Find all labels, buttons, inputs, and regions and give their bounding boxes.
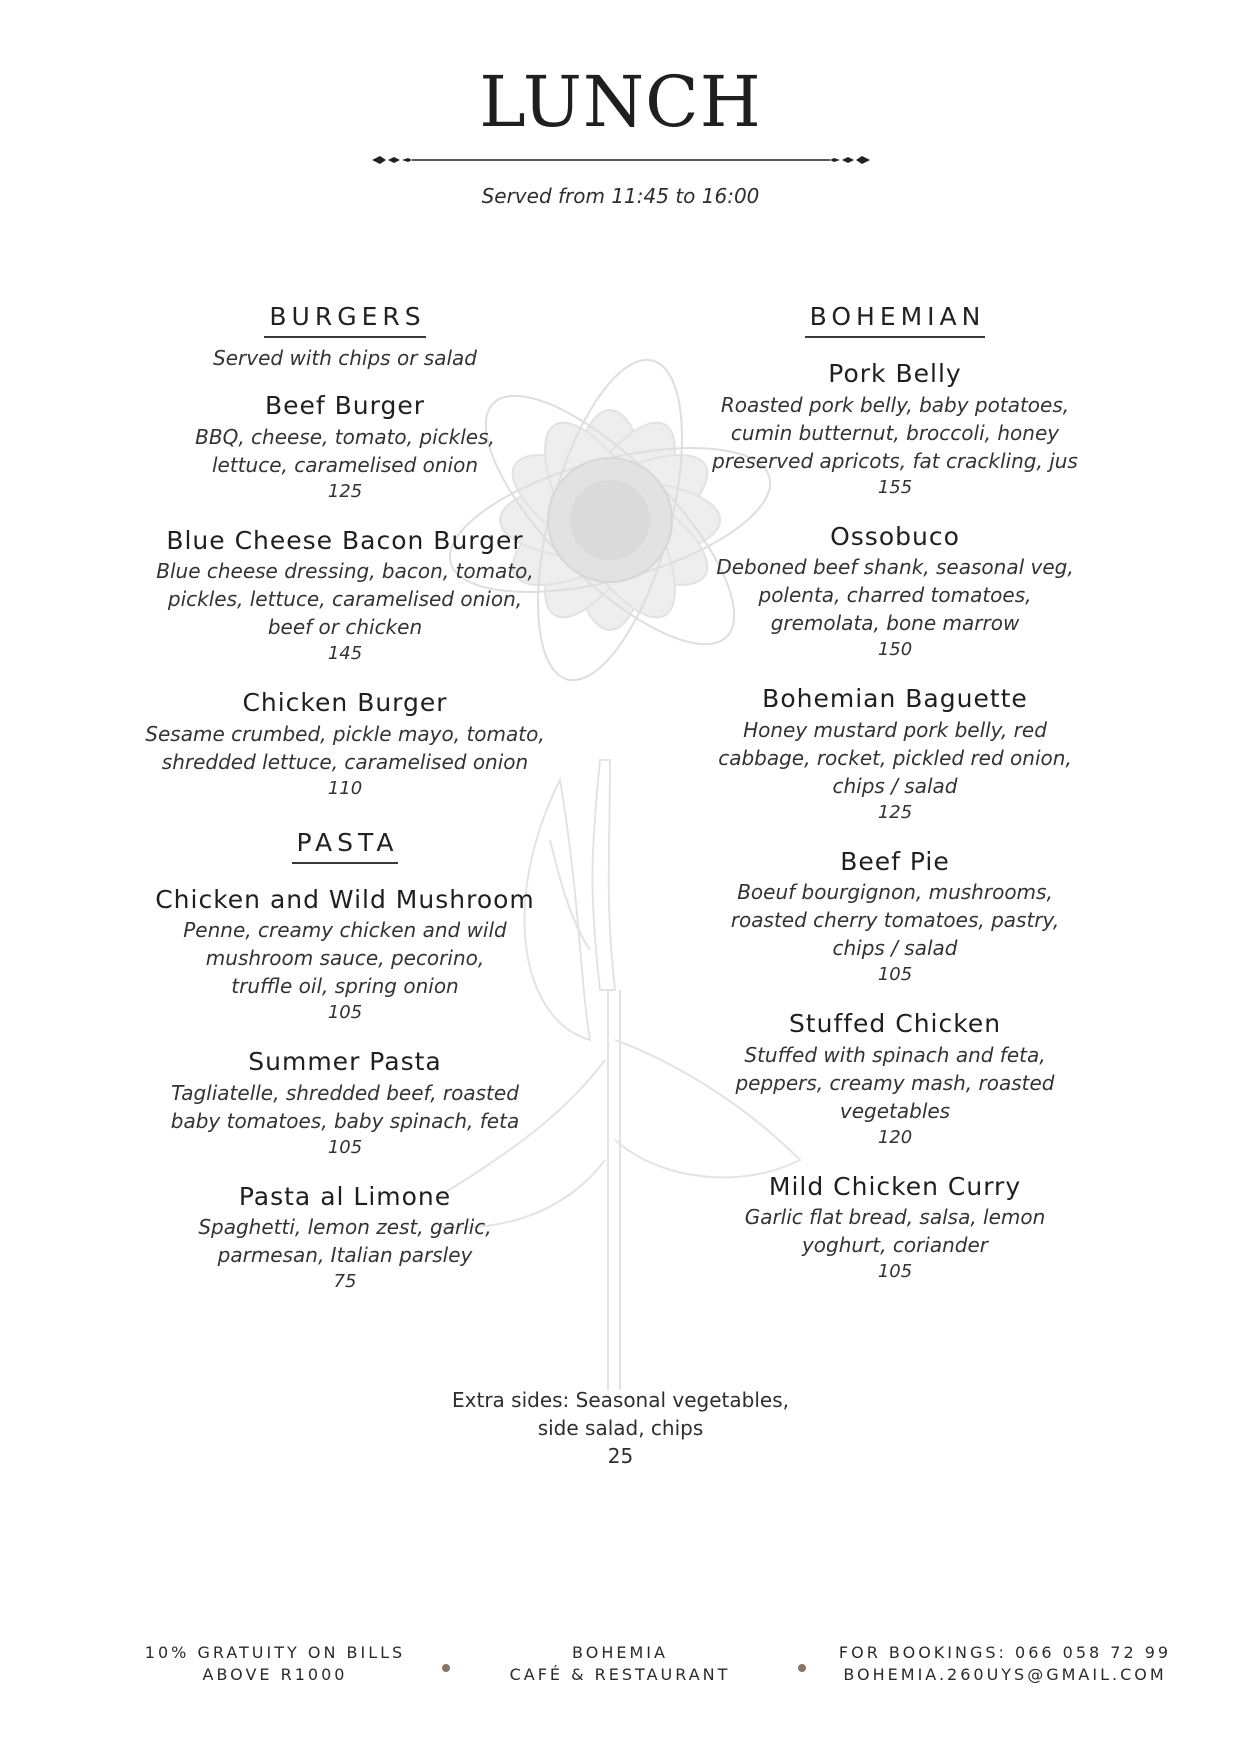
menu-item	[130, 1181, 560, 1296]
menu-item-name: Bohemian Baguette	[762, 684, 1028, 713]
menu-item-description: Spaghetti, lemon zest, garlic, parmesan, Italian parsley	[198, 1215, 492, 1267]
menu-item-description: Deboned beef shank, seasonal veg, polenta, charred tomatoes, gremolata, bone marrow	[716, 555, 1074, 635]
menu-item	[130, 390, 560, 505]
section-heading-burgers: BURGERS	[264, 302, 425, 338]
footer-dot-separator	[798, 1664, 806, 1672]
menu-item-description: Penne, creamy chicken and wild mushroom sauce, pecorino, truffle oil, spring onion	[183, 918, 507, 998]
menu-item-name: Stuffed Chicken	[788, 1009, 1002, 1038]
menu-item-price: 105	[327, 1002, 363, 1023]
menu-item-description: Boeuf bourgignon, mushrooms, roasted cherry tomatoes, pastry, chips / salad	[730, 880, 1060, 960]
menu-item-description: Tagliatelle, shredded beef, roasted baby tomatoes, baby spinach, feta	[170, 1080, 520, 1133]
menu-item-price: 155	[877, 476, 913, 498]
footer-dot-separator	[442, 1664, 450, 1672]
menu-item	[680, 683, 1110, 826]
menu-item-description: Roasted pork belly, baby potatoes, cumin butternut, broccoli, honey preserved apricots, fat crackling, jus	[712, 392, 1078, 473]
page-title: LUNCH	[479, 61, 762, 143]
menu-item-description: BBQ, cheese, tomato, pickles, lettuce, caramelised onion	[195, 424, 495, 477]
extra-sides	[0, 1386, 1241, 1470]
section-heading-pasta: PASTA	[292, 828, 399, 864]
menu-item-name: Mild Chicken Curry	[768, 1171, 1022, 1201]
menu-item-price: 105	[877, 964, 913, 985]
menu-item	[130, 525, 560, 668]
menu-item-price: 105	[877, 1261, 913, 1282]
menu-item-name: Blue Cheese Bacon Burger	[166, 525, 524, 555]
menu-item-description: Sesame crumbed, pickle mayo, tomato, shredded lettuce, caramelised onion	[145, 721, 545, 774]
menu-item-price: 150	[877, 639, 913, 660]
menu-item	[680, 1171, 1110, 1286]
menu-item	[130, 1046, 560, 1161]
menu-item	[680, 521, 1110, 664]
menu-item-name: Beef Burger	[264, 391, 426, 420]
menu-item-price: 125	[877, 801, 913, 823]
left-column	[130, 302, 560, 1295]
menu-item-price: 125	[327, 480, 363, 502]
menu-item-description: Honey mustard pork belly, red cabbage, rocket, pickled red onion, chips / salad	[718, 717, 1072, 798]
menu-item	[130, 884, 560, 1027]
ornamental-divider	[372, 152, 870, 168]
menu-item-description: Blue cheese dressing, bacon, tomato, pickles, lettuce, caramelised onion, beef or chicken	[156, 559, 534, 639]
footer-brand: BOHEMIA CAFÉ & RESTAURANT	[509, 1643, 731, 1684]
menu-item-price: 75	[333, 1271, 357, 1292]
extra-sides-price: 25	[607, 1444, 634, 1468]
section-heading-bohemian: BOHEMIAN	[805, 302, 986, 338]
menu-item-price: 105	[327, 1136, 363, 1158]
menu-item	[680, 846, 1110, 989]
menu-item	[680, 1008, 1110, 1151]
menu-item	[680, 358, 1110, 501]
menu-item-name: Beef Pie	[840, 846, 950, 876]
menu-item-description: Garlic flat bread, salsa, lemon yoghurt, coriander	[744, 1205, 1046, 1257]
menu-item-name: Pork Belly	[828, 359, 962, 388]
menu-item-name: Ossobuco	[830, 521, 960, 551]
extra-sides-text: Extra sides: Seasonal vegetables, side salad, chips	[452, 1388, 789, 1440]
menu-item-price: 120	[877, 1126, 913, 1148]
menu-item-price: 110	[327, 777, 363, 799]
serving-hours: Served from 11:45 to 16:00	[481, 184, 760, 208]
menu-item	[130, 687, 560, 802]
menu-item-name: Summer Pasta	[248, 1047, 442, 1076]
menu-item-price: 145	[327, 643, 363, 664]
footer-gratuity: 10% GRATUITY ON BILLS ABOVE R1000	[144, 1643, 406, 1684]
menu-item-name: Chicken and Wild Mushroom	[155, 884, 535, 914]
menu-item-name: Chicken Burger	[242, 688, 448, 717]
menu-item-name: Pasta al Limone	[238, 1181, 452, 1211]
section-note-burgers: Served with chips or salad	[213, 346, 477, 370]
menu-item-description: Stuffed with spinach and feta, peppers, creamy mash, roasted vegetables	[735, 1042, 1055, 1123]
right-column	[680, 302, 1110, 1285]
footer-bookings: FOR BOOKINGS: 066 058 72 99 BOHEMIA.260UYS@GMAIL.COM	[838, 1643, 1172, 1684]
